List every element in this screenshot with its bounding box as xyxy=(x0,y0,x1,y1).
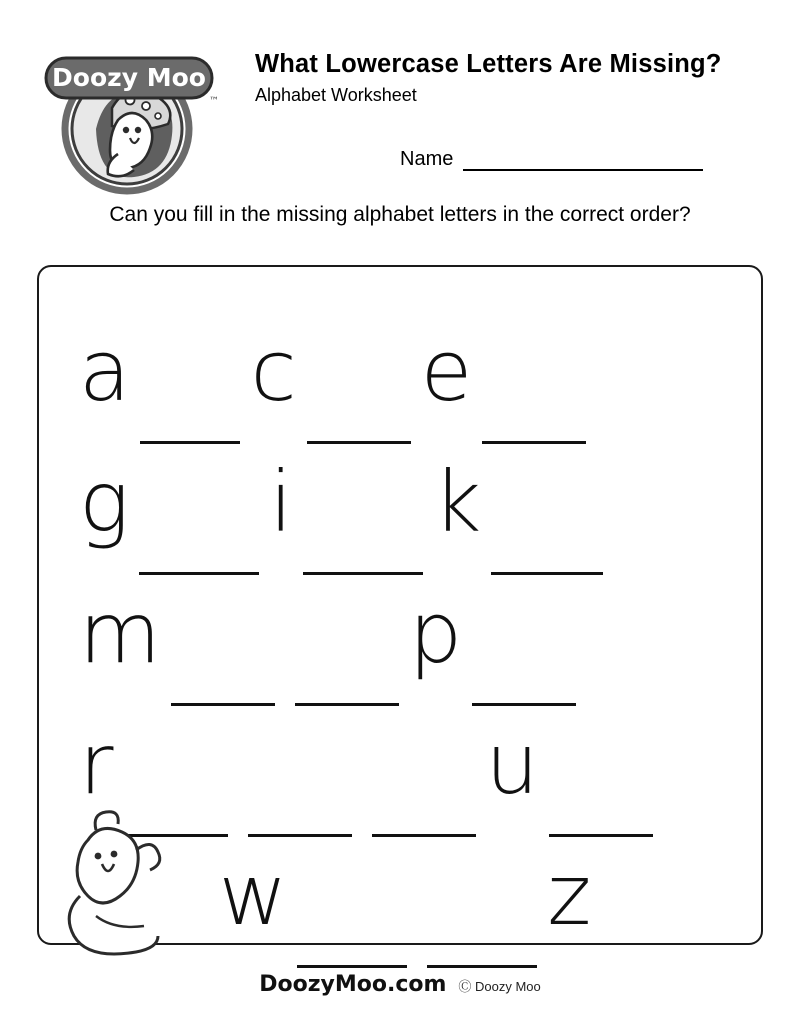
answer-blank[interactable] xyxy=(297,964,407,968)
answer-blank[interactable] xyxy=(372,833,476,837)
worksheet-row xyxy=(79,584,731,722)
answer-blank[interactable] xyxy=(139,571,259,575)
page-footer xyxy=(0,972,800,997)
trademark-symbol: ™ xyxy=(209,96,219,107)
answer-blank[interactable] xyxy=(171,702,275,706)
printed-letter: e xyxy=(420,322,473,420)
doozy-moo-logo xyxy=(34,34,224,199)
answer-blank[interactable] xyxy=(248,833,352,837)
answer-blank[interactable] xyxy=(303,571,423,575)
logo-wordmark: Doozy Moo xyxy=(52,63,206,92)
name-label: Name xyxy=(400,148,454,170)
page-subtitle: Alphabet Worksheet xyxy=(255,85,417,105)
printed-letter: a xyxy=(79,322,131,420)
worksheet-row xyxy=(79,453,731,591)
answer-blank[interactable] xyxy=(491,571,603,575)
printed-letter: m xyxy=(79,584,161,682)
worksheet-row xyxy=(79,322,731,460)
site-name[interactable]: DoozyMoo.com xyxy=(259,972,447,997)
answer-blank[interactable] xyxy=(295,702,399,706)
printed-letter: k xyxy=(432,453,482,551)
printed-letter: w xyxy=(218,846,288,944)
title-block xyxy=(255,50,770,106)
answer-blank[interactable] xyxy=(549,833,653,837)
answer-blank[interactable] xyxy=(472,702,576,706)
name-field-row xyxy=(400,148,703,171)
name-input-line[interactable] xyxy=(463,149,703,171)
answer-blank[interactable] xyxy=(307,440,411,444)
printed-letter: c xyxy=(250,322,297,420)
page-title: What Lowercase Letters Are Missing? xyxy=(255,50,722,78)
instruction-text: Can you fill in the missing alphabet letters in the correct order? xyxy=(109,203,691,226)
printed-letter: i xyxy=(269,453,293,551)
answer-blank[interactable] xyxy=(482,440,586,444)
page-header xyxy=(30,28,770,188)
printed-letter: g xyxy=(79,453,130,551)
printed-letter: r xyxy=(79,715,114,813)
printed-letter: u xyxy=(485,715,539,813)
doozy-moo-mascot xyxy=(52,800,192,975)
copyright-notice: Ⓒ Doozy Moo xyxy=(458,979,541,994)
answer-blank[interactable] xyxy=(427,964,537,968)
printed-letter: z xyxy=(547,846,592,944)
answer-blank[interactable] xyxy=(140,440,240,444)
printed-letter: p xyxy=(408,584,463,682)
